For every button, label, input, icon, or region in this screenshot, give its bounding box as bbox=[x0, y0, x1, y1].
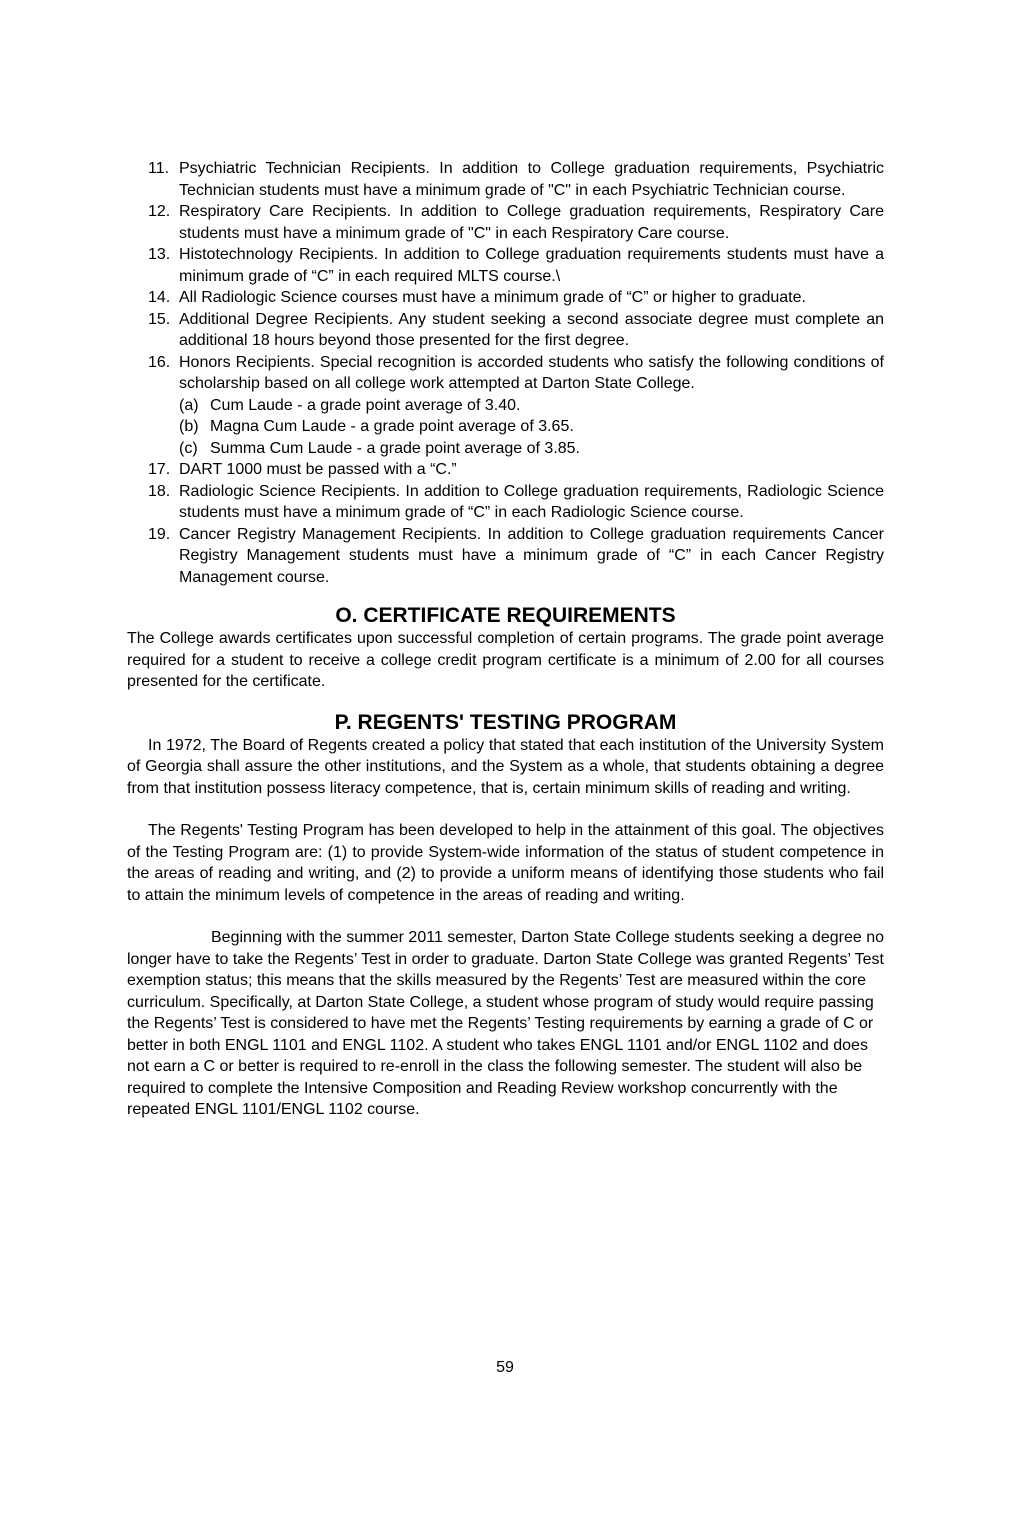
list-item bbox=[148, 244, 884, 287]
list-item-number: 12. bbox=[148, 203, 171, 220]
sub-item-letter: (c) bbox=[179, 439, 198, 457]
sub-item-text: Cum Laude - a grade point average of 3.40. bbox=[210, 396, 521, 414]
list-item bbox=[148, 158, 884, 201]
list-item-text: Radiologic Science Recipients. In addition to College graduation requirements, Radiologic Science students must have a minimum grade of “C” in each Radiologic Science course. bbox=[179, 482, 884, 521]
list-item bbox=[148, 287, 884, 309]
list-item-text: Honors Recipients. Special recognition is accorded students who satisfy the following conditions of scholarship based on all college work attempted at Darton State College. bbox=[179, 353, 884, 392]
section-p-paragraph-1: In 1972, The Board of Regents created a policy that stated that each institution of the University System of Georgia shall assure the other institutions, and the System as a whole, that students obtaining a degree from that institution possess literacy competence, that is, certain minimum skills of reading and writing. bbox=[127, 736, 884, 797]
sub-item-letter: (a) bbox=[179, 396, 199, 414]
section-p-paragraph-2: The Regents' Testing Program has been developed to help in the attainment of this goal. The objectives of the Testing Program are: (1) to provide System-wide information of the status of student competence in the areas of reading and writing, and (2) to provide a uniform means of identifying those students who fail to attain the minimum levels of competence in the areas of reading and writing. bbox=[127, 822, 884, 904]
list-item-number: 18. bbox=[148, 482, 171, 500]
list-item-text: Additional Degree Recipients. Any student seeking a second associate degree must complete an additional 18 hours beyond those presented for the first degree. bbox=[179, 310, 884, 349]
list-item bbox=[148, 459, 884, 481]
list-item-text: Histotechnology Recipients. In addition to College graduation requirements students must have a minimum grade of “C” in each required MLTS course.\ bbox=[179, 246, 884, 285]
section-p-heading: P. REGENTS' TESTING PROGRAM bbox=[334, 710, 677, 734]
list-item bbox=[148, 524, 884, 589]
sub-item-letter: (b) bbox=[179, 418, 199, 435]
list-item-number: 17. bbox=[148, 461, 171, 478]
section-o-body: The College awards certificates upon successful completion of certain programs. The grade point average required for a student to receive a college credit program certificate is a minimum of 2.00 for all courses presented for the certificate. bbox=[127, 630, 884, 690]
section-o-heading: O. CERTIFICATE REQUIREMENTS bbox=[335, 604, 676, 627]
list-item bbox=[148, 481, 884, 524]
list-item-text: Psychiatric Technician Recipients. In addition to College graduation requirements, Psychiatric Technician students must have a minimum grade of "C" in each Psychiatric Technician course. bbox=[179, 160, 884, 199]
list-item-text: All Radiologic Science courses must have a minimum grade of “C” or higher to graduate. bbox=[179, 289, 806, 306]
honors-sub-item bbox=[179, 416, 884, 438]
list-item bbox=[148, 309, 884, 352]
page-content bbox=[127, 158, 884, 1121]
list-item-number: 16. bbox=[148, 353, 171, 371]
list-item-number: 13. bbox=[148, 246, 171, 263]
list-item-number: 11. bbox=[148, 160, 170, 177]
list-item-text: Respiratory Care Recipients. In addition to College graduation requirements, Respiratory Care students must have a minimum grade of "C" in each Respiratory Care course. bbox=[179, 203, 884, 242]
list-item-number: 15. bbox=[148, 310, 171, 328]
graduation-requirements-list bbox=[127, 158, 884, 588]
list-item bbox=[148, 201, 884, 244]
honors-sub-item bbox=[179, 438, 884, 460]
sub-item-text: Magna Cum Laude - a grade point average of 3.65. bbox=[210, 418, 574, 435]
page-number: 59 bbox=[496, 1359, 514, 1376]
sub-item-text: Summa Cum Laude - a grade point average of 3.85. bbox=[210, 439, 580, 457]
section-p-paragraph-3: Beginning with the summer 2011 semester, Darton State College students seeking a degree no longer have to take the Regents’ Test in order to graduate. Darton State College was granted Regents’ Test exemption status; this means that the skills measured by the Regents’ Test are measured within the core curriculum. Specifically, at Darton State College, a student whose program of study would require passing the Regents’ Test is considered to have met the Regents’ Testing requirements by earning a grade of C or better in both ENGL 1101 and ENGL 1102. A student who takes ENGL 1101 and/or ENGL 1102 and does not earn a C or better is required to re-enroll in the class the following semester. The student will also be required to complete the Intensive Composition and Reading Review workshop concurrently with the repeated ENGL 1101/ENGL 1102 course. bbox=[127, 929, 884, 1118]
list-item-text: DART 1000 must be passed with a “C.” bbox=[179, 461, 457, 478]
list-item-number: 14. bbox=[148, 289, 171, 306]
list-item-text: Cancer Registry Management Recipients. In addition to College graduation requirements Cancer Registry Management students must have a minimum grade of “C” in each Cancer Registry Management course. bbox=[179, 525, 884, 586]
list-item-number: 19. bbox=[148, 525, 171, 543]
list-item bbox=[148, 352, 884, 395]
honors-sub-item bbox=[179, 395, 884, 417]
